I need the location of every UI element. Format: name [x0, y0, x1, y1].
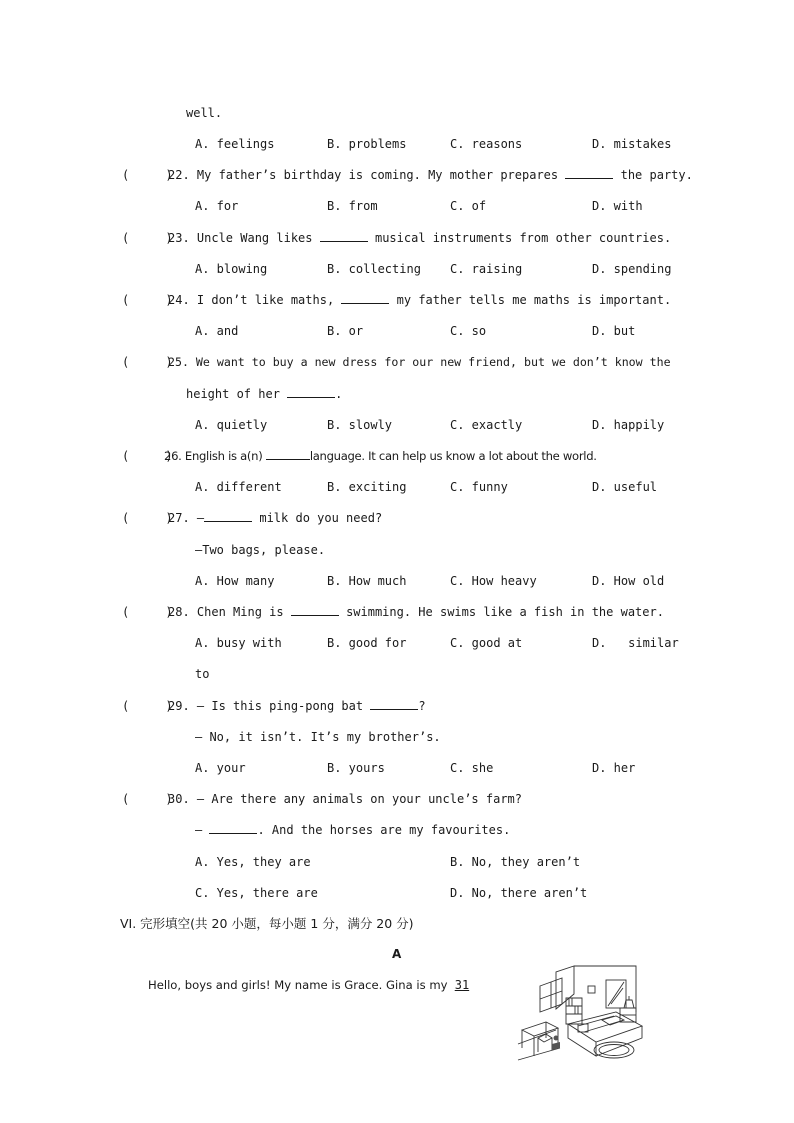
q29-option-c: C. she	[450, 761, 494, 775]
q22-option-d: D. with	[592, 199, 643, 213]
q28-option-a: A. busy with	[195, 636, 282, 650]
q30-answer-line: — . And the horses are my favourites.	[195, 823, 511, 837]
q24-option-a: A. and	[195, 324, 239, 338]
q30-stem: 30. — Are there any animals on your uncle’s farm?	[168, 792, 523, 806]
q29-option-d: D. her	[592, 761, 636, 775]
q25-blank[interactable]	[287, 386, 335, 398]
bedroom-illustration	[516, 964, 648, 1064]
q21-option-c: C. reasons	[450, 137, 523, 151]
q23-option-a: A. blowing	[195, 262, 268, 276]
q28-blank[interactable]	[291, 604, 339, 616]
q24-option-c: C. so	[450, 324, 487, 338]
q28-option-d: D. similar	[592, 636, 679, 650]
passage-line: Hello, boys and girls! My name is Grace. Gina is my 31	[148, 978, 470, 992]
q26-option-d: D. useful	[592, 480, 658, 494]
q26-answer-bracket[interactable]: ( )	[122, 449, 173, 463]
q23-option-b: B. collecting	[327, 262, 421, 276]
q23-answer-bracket[interactable]: ( )	[122, 231, 173, 245]
q30-option-a: A. Yes, they are	[195, 855, 311, 869]
q24-option-d: D. but	[592, 324, 636, 338]
q27-option-d: D. How old	[592, 574, 665, 588]
section-title: VI. 完形填空(共 20 小题，每小题 1 分，满分 20 分)	[120, 916, 414, 931]
q26-option-c: C. funny	[450, 480, 508, 494]
q25-option-c: C. exactly	[450, 418, 523, 432]
q23-option-c: C. raising	[450, 262, 523, 276]
q26-option-b: B. exciting	[327, 480, 407, 494]
q24-stem: 24. I don’t like maths, my father tells me maths is important.	[168, 293, 672, 307]
q25-option-a: A. quietly	[195, 418, 268, 432]
q30-option-c: C. Yes, there are	[195, 886, 318, 900]
q22-answer-bracket[interactable]: ( )	[122, 168, 173, 182]
part-heading: A	[392, 947, 402, 961]
q21-option-d: D. mistakes	[592, 137, 672, 151]
q25-continuation: height of her .	[186, 387, 343, 401]
q28-answer-bracket[interactable]: ( )	[122, 605, 173, 619]
q29-answer-line: — No, it isn’t. It’s my brother’s.	[195, 730, 441, 744]
q27-answer-bracket[interactable]: ( )	[122, 511, 173, 525]
q29-blank[interactable]	[370, 698, 418, 710]
q29-answer-bracket[interactable]: ( )	[122, 699, 173, 713]
q30-blank[interactable]	[209, 822, 257, 834]
q30-option-d: D. No, there aren’t	[450, 886, 588, 900]
blank-31[interactable]: 31	[454, 978, 470, 992]
q25-stem: 25. We want to buy a new dress for our new friend, but we don’t know the	[168, 355, 671, 369]
q28-option-b: B. good for	[327, 636, 407, 650]
q27-option-c: C. How heavy	[450, 574, 537, 588]
q24-answer-bracket[interactable]: ( )	[122, 293, 173, 307]
q25-option-d: D. happily	[592, 418, 665, 432]
q23-option-d: D. spending	[592, 262, 672, 276]
q22-stem: 22. My father’s birthday is coming. My mother prepares the party.	[168, 168, 693, 182]
q28-option-c: C. good at	[450, 636, 523, 650]
q25-answer-bracket[interactable]: ( )	[122, 355, 173, 369]
q23-stem: 23. Uncle Wang likes musical instruments from other countries.	[168, 231, 672, 245]
q30-answer-bracket[interactable]: ( )	[122, 792, 173, 806]
q21-option-b: B. problems	[327, 137, 407, 151]
q22-blank[interactable]	[565, 167, 613, 179]
q27-option-a: A. How many	[195, 574, 275, 588]
q23-blank[interactable]	[320, 230, 368, 242]
q22-option-c: C. of	[450, 199, 487, 213]
q28-stem: 28. Chen Ming is swimming. He swims like a fish in the water.	[168, 605, 664, 619]
q27-option-b: B. How much	[327, 574, 407, 588]
q30-option-b: B. No, they aren’t	[450, 855, 581, 869]
q29-option-a: A. your	[195, 761, 246, 775]
q24-blank[interactable]	[341, 292, 389, 304]
q27-blank[interactable]	[204, 510, 252, 522]
q22-option-b: B. from	[327, 199, 378, 213]
q26-blank[interactable]	[266, 448, 310, 460]
q29-option-b: B. yours	[327, 761, 385, 775]
q26-stem: 26. English is a(n) language. It can help us know a lot about the world.	[164, 449, 597, 463]
q28-option-d-wrap: to	[195, 667, 210, 681]
q27-stem: 27. — milk do you need?	[168, 511, 383, 525]
q22-option-a: A. for	[195, 199, 239, 213]
q29-stem: 29. — Is this ping-pong bat ?	[168, 699, 426, 713]
q27-answer-line: —Two bags, please.	[195, 543, 326, 557]
q21-continuation: well.	[186, 106, 223, 120]
q24-option-b: B. or	[327, 324, 364, 338]
q26-option-a: A. different	[195, 480, 282, 494]
q25-option-b: B. slowly	[327, 418, 393, 432]
q21-option-a: A. feelings	[195, 137, 275, 151]
